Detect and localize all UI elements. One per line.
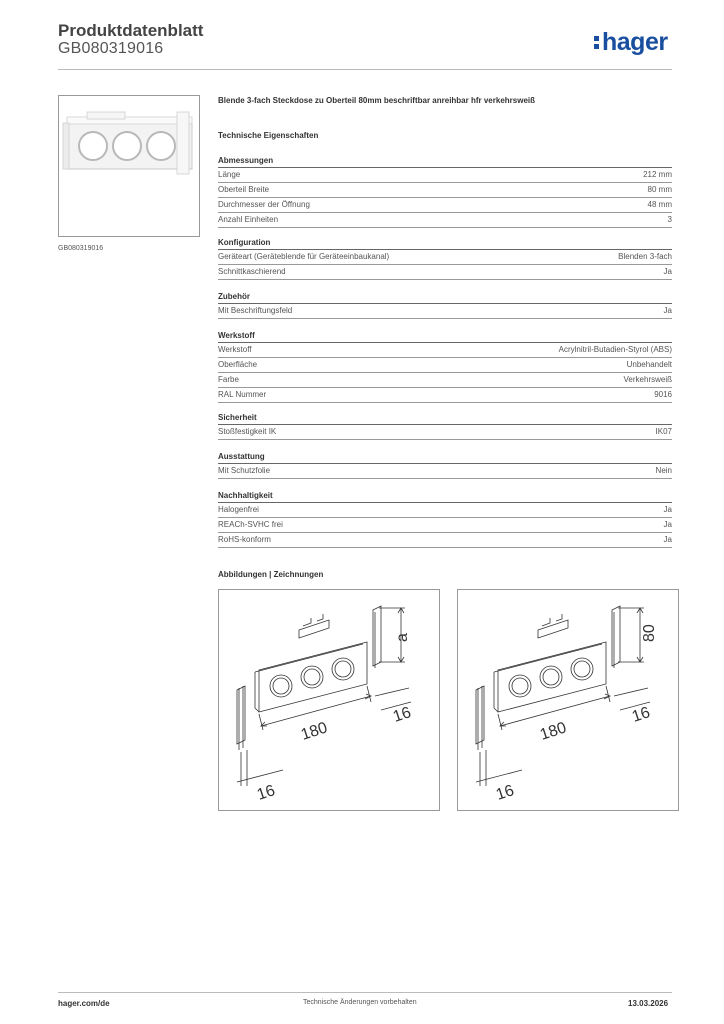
- section-sicherheit: [218, 412, 672, 440]
- section-ausstattung: [218, 451, 672, 479]
- section-title: Sicherheit: [218, 412, 672, 425]
- logo-text: hager: [602, 28, 668, 56]
- spec-row: [218, 168, 672, 183]
- spec-value: Unbehandelt: [626, 360, 672, 369]
- spec-value: 3: [667, 215, 672, 224]
- article-number: GB080319016: [58, 40, 164, 57]
- footer-notice: Technische Änderungen vorbehalten: [303, 999, 417, 1006]
- dim-length-label: 180: [298, 719, 330, 744]
- spec-label: Länge: [218, 170, 241, 179]
- spec-label: Halogenfrei: [218, 505, 259, 514]
- spec-label: Mit Beschriftungsfeld: [218, 306, 293, 315]
- technical-heading: Technische Eigenschaften: [218, 131, 319, 140]
- spec-label: Anzahl Einheiten: [218, 215, 279, 224]
- spec-row: [218, 304, 672, 319]
- section-konfiguration: [218, 237, 672, 280]
- spec-label: Durchmesser der Öffnung: [218, 200, 310, 209]
- spec-row: [218, 503, 672, 518]
- spec-value: 80 mm: [647, 185, 672, 194]
- spec-row: [218, 518, 672, 533]
- spec-label: Geräteart (Geräteblende für Geräteeinbaukanal): [218, 252, 390, 261]
- spec-value: 48 mm: [647, 200, 672, 209]
- spec-row: [218, 213, 672, 228]
- spec-row: [218, 343, 672, 358]
- spec-label: RoHS-konform: [218, 535, 271, 544]
- spec-value: Blenden 3-fach: [618, 252, 672, 261]
- section-werkstoff: [218, 330, 672, 403]
- technical-drawing-right: [457, 589, 679, 811]
- spec-value: Acrylnitril-Butadien-Styrol (ABS): [558, 345, 672, 354]
- section-nachhaltigkeit: [218, 490, 672, 548]
- hager-logo[interactable]: [594, 28, 668, 57]
- product-image-drawing: [59, 96, 199, 236]
- spec-label: Oberfläche: [218, 360, 258, 369]
- spec-value: 9016: [654, 390, 672, 399]
- spec-row: [218, 388, 672, 403]
- spec-row: [218, 250, 672, 265]
- spec-row: [218, 265, 672, 280]
- spec-row: [218, 373, 672, 388]
- spec-value: Ja: [663, 535, 672, 544]
- spec-label: RAL Nummer: [218, 390, 267, 399]
- dim-end-label: 16: [493, 782, 517, 804]
- header-divider: [58, 69, 672, 70]
- dim-side-label: 16: [629, 704, 653, 726]
- drawings-heading: Abbildungen | Zeichnungen: [218, 570, 324, 579]
- spec-row: [218, 533, 672, 548]
- spec-label: Mit Schutzfolie: [218, 466, 271, 475]
- spec-row: [218, 198, 672, 213]
- spec-label: Farbe: [218, 375, 239, 384]
- spec-label: Werkstoff: [218, 345, 252, 354]
- spec-value: 212 mm: [643, 170, 672, 179]
- dim-end-label: 16: [254, 782, 278, 804]
- dim-length-label: 180: [537, 719, 569, 744]
- spec-value: Verkehrsweiß: [623, 375, 672, 384]
- section-title: Ausstattung: [218, 451, 672, 464]
- section-zubehoer: [218, 291, 672, 319]
- spec-label: Oberteil Breite: [218, 185, 270, 194]
- spec-row: [218, 464, 672, 479]
- spec-row: [218, 183, 672, 198]
- technical-drawing-left: [218, 589, 440, 811]
- dim-height-label: 80: [641, 624, 658, 642]
- dim-side-label: 16: [390, 704, 414, 726]
- dim-height-label: a: [394, 633, 411, 642]
- product-description: Blende 3-fach Steckdose zu Oberteil 80mm beschriftbar anreihbar hfr verkehrsweiß: [218, 96, 535, 105]
- section-title: Werkstoff: [218, 330, 672, 343]
- page-title: Produktdatenblatt: [58, 21, 204, 40]
- section-title: Abmessungen: [218, 155, 672, 168]
- section-abmessungen: [218, 155, 672, 228]
- spec-value: IK07: [655, 427, 672, 436]
- spec-value: Ja: [663, 520, 672, 529]
- section-title: Zubehör: [218, 291, 672, 304]
- spec-value: Ja: [663, 505, 672, 514]
- footer-website-link[interactable]: hager.com/de: [58, 999, 110, 1008]
- spec-label: Schnittkaschierend: [218, 267, 286, 276]
- spec-row: [218, 425, 672, 440]
- spec-row: [218, 358, 672, 373]
- spec-value: Nein: [655, 466, 672, 475]
- spec-label: REACh-SVHC frei: [218, 520, 283, 529]
- section-title: Konfiguration: [218, 237, 672, 250]
- drawing-right-svg: [458, 590, 678, 810]
- drawing-left-svg: [219, 590, 439, 810]
- footer-divider: [58, 992, 672, 993]
- product-image-caption: GB080319016: [58, 245, 104, 252]
- logo-dots-icon: [594, 32, 601, 52]
- spec-label: Stoßfestigkeit IK: [218, 427, 277, 436]
- footer-date: 13.03.2026: [628, 999, 669, 1008]
- spec-value: Ja: [663, 267, 672, 276]
- spec-value: Ja: [663, 306, 672, 315]
- section-title: Nachhaltigkeit: [218, 490, 672, 503]
- product-image: [58, 95, 200, 237]
